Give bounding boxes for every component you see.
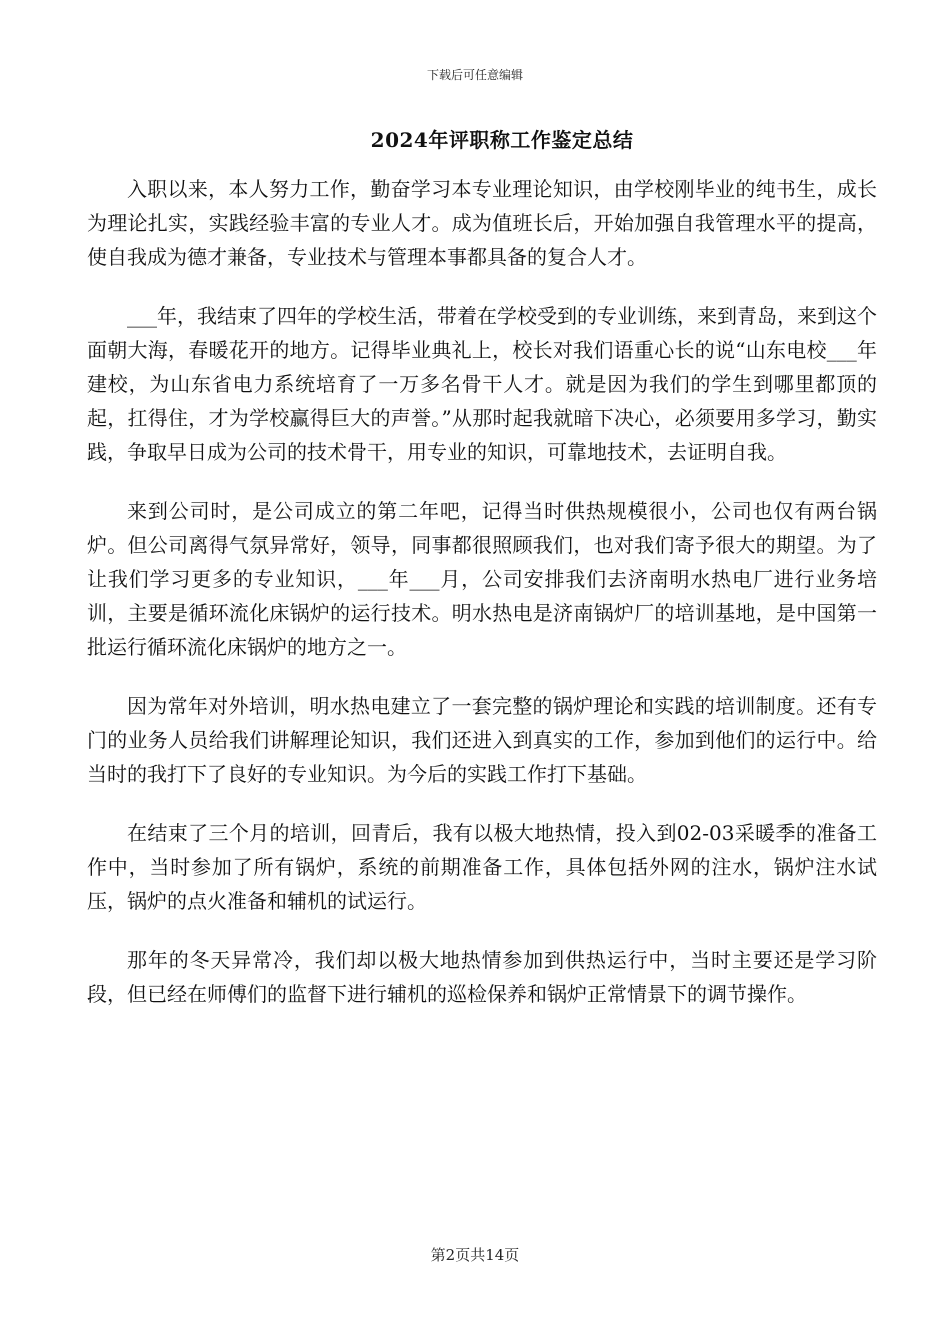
header-note: 下载后可任意编辑 xyxy=(426,68,523,82)
paragraph-4: 因为常年对外培训，明水热电建立了一套完整的锅炉理论和实践的培训制度。还有专门的业务人员给我们讲解理论知识，我们还进入到真实的工作，参加到他们的运行中。给当时的我打下了良好的专业知识。为今后的实践工作打下基础。 xyxy=(87,694,877,786)
paragraph-6: 那年的冬天异常冷，我们却以极大地热情参加到供热运行中，当时主要还是学习阶段，但已经在师傅们的监督下进行辅机的巡检保养和锅炉正常情景下的调节操作。 xyxy=(87,948,877,1006)
paragraph-5: 在结束了三个月的培训，回青后，我有以极大地热情，投入到02-03采暖季的准备工作中，当时参加了所有锅炉，系统的前期准备工作，具体包括外网的注水，锅炉注水试压，锅炉的点火准备和辅机的试运行。 xyxy=(87,821,877,913)
paragraph-2: ___年，我结束了四年的学校生活，带着在学校受到的专业训练，来到青岛，来到这个面朝大海，春暖花开的地方。记得毕业典礼上，校长对我们语重心长的说“山东电校___年建校，为山东省电力系统培育了一万多名骨干人才。就是因为我们的学生到哪里都顶的起，扛得住，才为学校赢得巨大的声誉。”从那时起我就暗下决心，必须要用多学习，勤实践，争取早日成为公司的技术骨干，用专业的知识，可靠地技术，去证明自我。 xyxy=(87,304,877,464)
paragraph-3: 来到公司时，是公司成立的第二年吧，记得当时供热规模很小，公司也仅有两台锅炉。但公司离得气氛异常好，领导，同事都很照顾我们，也对我们寄予很大的期望。为了让我们学习更多的专业知识，___年___月，公司安排我们去济南明水热电厂进行业务培训，主要是循环流化床锅炉的运行技术。明水热电是济南锅炉厂的培训基地，是中国第一批运行循环流化床锅炉的地方之一。 xyxy=(87,499,877,659)
document-body xyxy=(87,172,877,1036)
paragraph-1: 入职以来，本人努力工作，勤奋学习本专业理论知识，由学校刚毕业的纯书生，成长为理论扎实，实践经验丰富的专业人才。成为值班长后，开始加强自我管理水平的提高，使自我成为德才兼备，专业技术与管理本事都具备的复合人才。 xyxy=(87,177,877,269)
document-title: 2024年评职称工作鉴定总结 xyxy=(370,128,634,152)
page-number: 第2页共14页 xyxy=(430,1246,520,1264)
